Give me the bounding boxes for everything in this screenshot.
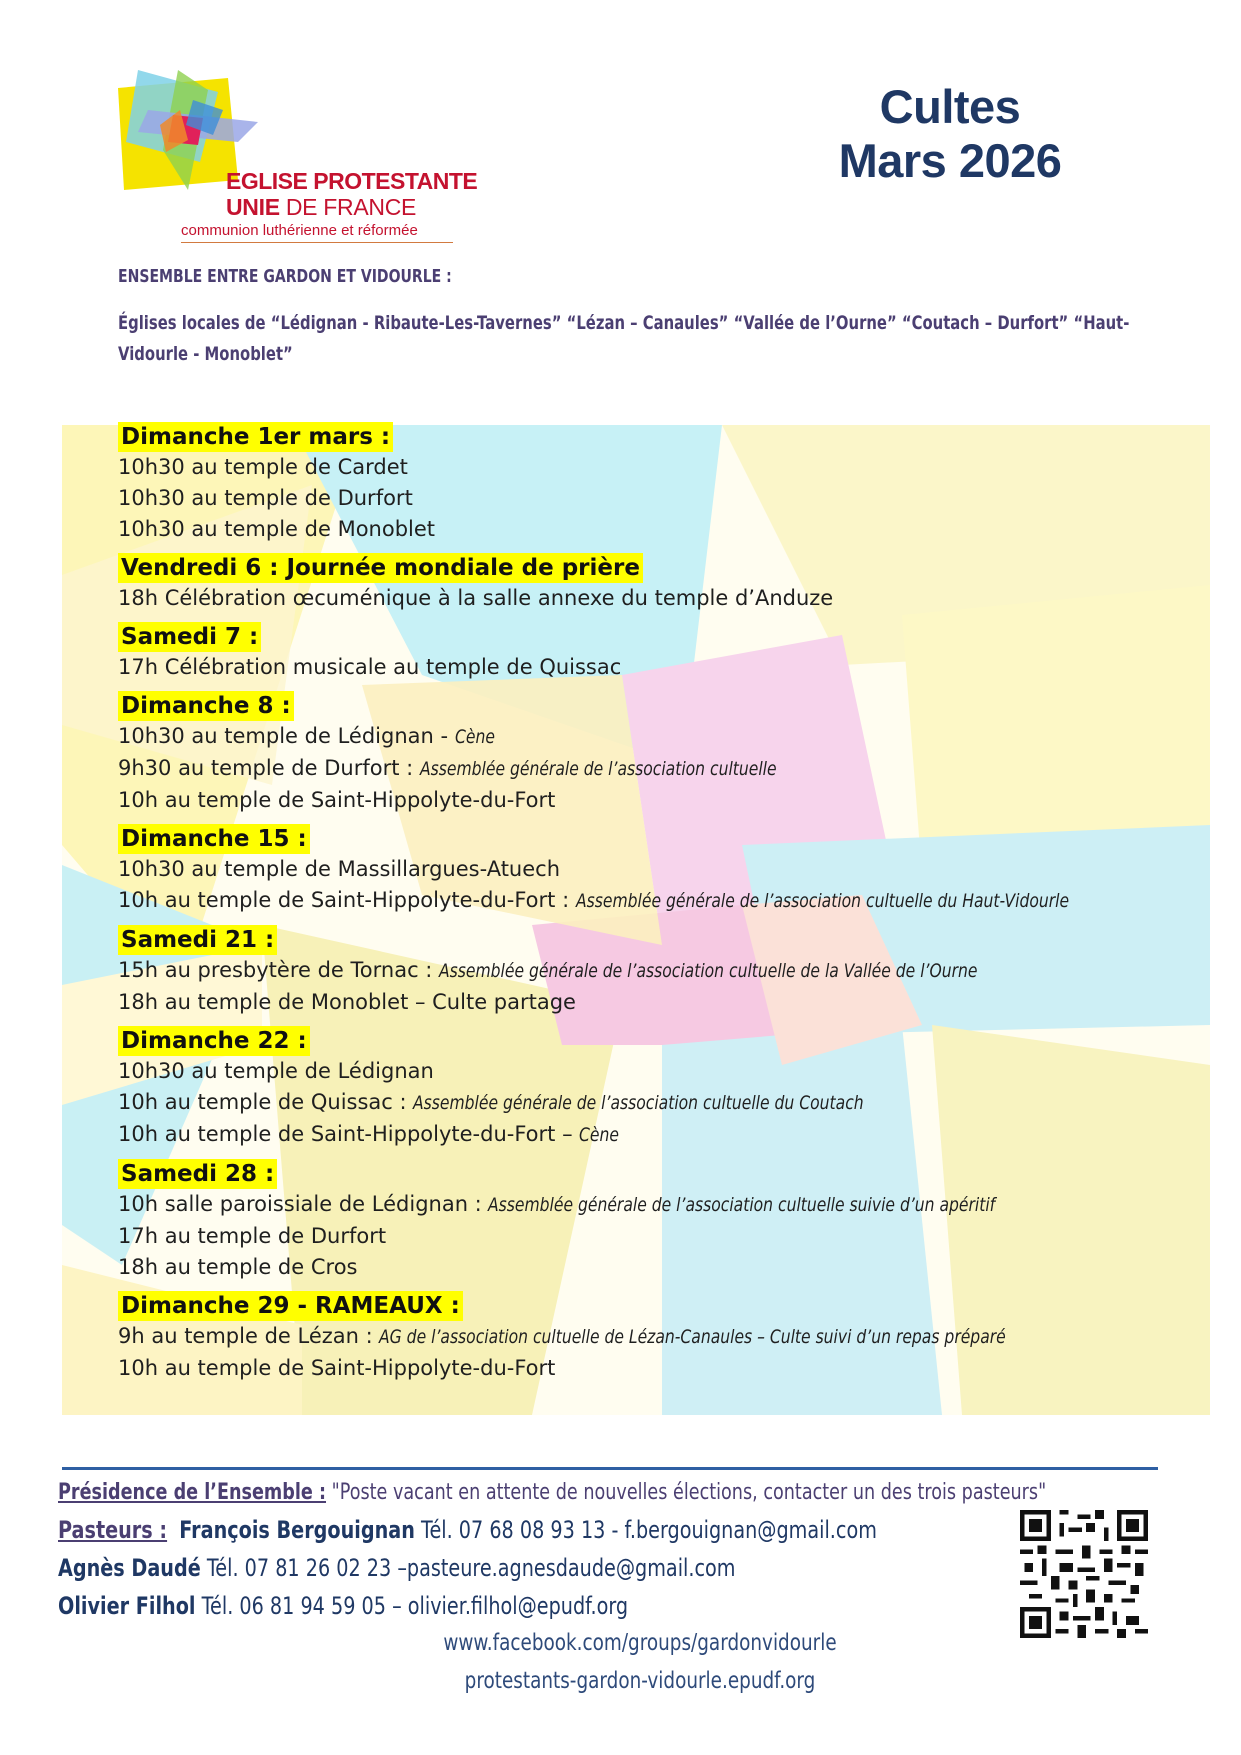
title-line-2: Mars 2026 [838,134,1062,187]
day-heading: Dimanche 15 : [118,824,310,854]
service-entry: 10h30 au temple de Lédignan [118,1059,434,1083]
service-entry: 9h au temple de Lézan : AG de l’association cultuelle de Lézan-Canaules – Culte suivi d’un repas préparé [118,1324,1007,1348]
day-heading: Dimanche 1er mars : [118,422,393,452]
service-entry: 10h30 au temple de Durfort [118,486,413,510]
service-entry: 17h au temple de Durfort [118,1224,387,1248]
day-heading: Dimanche 22 : [118,1026,310,1056]
service-entry: 15h au presbytère de Tornac : Assemblée générale de l’association cultuelle de la Vallée de l’Ourne [118,958,978,982]
service-entry: 10h au temple de Quissac : Assemblée générale de l’association cultuelle du Coutach [118,1090,864,1114]
page-title [800,80,1100,188]
service-entry: 17h Célébration musicale au temple de Quissac [118,655,622,679]
day-heading: Vendredi 6 : Journée mondiale de prière [118,553,643,583]
day-block [118,1159,1198,1283]
day-heading: Samedi 7 : [118,622,261,652]
pasteur-line-1: Pasteurs : François Bergouignan Tél. 07 68 08 93 13 - f.bergouignan@gmail.com [58,1516,877,1544]
day-block [118,925,1198,1018]
day-block [118,824,1198,917]
logo-underline [181,242,453,243]
day-heading: Dimanche 8 : [118,691,294,721]
service-entry: 18h Célébration œcuménique à la salle annexe du temple d’Anduze [118,586,834,610]
day-block [118,691,1198,816]
eglises-locales: Églises locales de “Lédignan - Ribaute-Les-Tavernes” “Lézan – Canaules” “Vallée de l’Ourne” “Coutach – Durfort” “Haut-Vidourle - Monoblet” [118,312,1130,365]
facebook-link[interactable]: www.facebook.com/groups/gardonvidourle [443,1630,837,1656]
day-block [118,1026,1198,1151]
service-entry: 10h au temple de Saint-Hippolyte-du-Fort – Cène [118,1122,620,1146]
day-heading: Samedi 28 : [118,1159,277,1189]
day-block [118,422,1198,545]
title-line-1: Cultes [879,80,1021,133]
footer-rule [62,1467,1158,1470]
day-block [118,1291,1198,1384]
epudf-logo [118,70,498,245]
qr-code-icon [1020,1510,1148,1638]
service-entry: 10h au temple de Saint-Hippolyte-du-Fort : Assemblée générale de l’association cultuelle du Haut-Vidourle [118,888,1069,912]
day-heading: Dimanche 29 - RAMEAUX : [118,1291,463,1321]
schedule-list [118,422,1198,1392]
logo-line-1: EGLISE PROTESTANTE [226,168,478,194]
service-entry: 10h au temple de Saint-Hippolyte-du-Fort [118,1356,556,1380]
presidence-line: Présidence de l’Ensemble : "Poste vacant en attente de nouvelles élections, contacter un des trois pasteurs" [58,1480,1047,1505]
day-heading: Samedi 21 : [118,925,277,955]
service-entry: 10h30 au temple de Monoblet [118,517,436,541]
service-entry: 18h au temple de Cros [118,1255,358,1279]
ensemble-heading: ENSEMBLE ENTRE GARDON ET VIDOURLE : [118,266,452,287]
service-entry: 10h30 au temple de Massillargues-Atuech [118,857,561,881]
logo-line-2: UNIE DE FRANCE [226,194,417,220]
pasteur-line-2: Agnès Daudé Tél. 07 81 26 02 23 –pasteure.agnesdaude@gmail.com [58,1554,736,1582]
pasteur-line-3: Olivier Filhol Tél. 06 81 94 59 05 – olivier.filhol@epudf.org [58,1592,629,1620]
service-entry: 9h30 au temple de Durfort : Assemblée générale de l’association cultuelle [118,756,777,780]
day-block [118,622,1198,683]
service-entry: 10h30 au temple de Lédignan - Cène [118,724,495,748]
service-entry: 10h salle paroissiale de Lédignan : Assemblée générale de l’association cultuelle suivie d’un apéritif [118,1192,996,1216]
service-entry: 18h au temple de Monoblet – Culte partage [118,990,576,1014]
website-link[interactable]: protestants-gardon-vidourle.epudf.org [464,1668,816,1694]
logo-tagline: communion luthérienne et réformée [181,222,418,239]
day-block [118,553,1198,614]
service-entry: 10h au temple de Saint-Hippolyte-du-Fort [118,788,556,812]
service-entry: 10h30 au temple de Cardet [118,455,408,479]
